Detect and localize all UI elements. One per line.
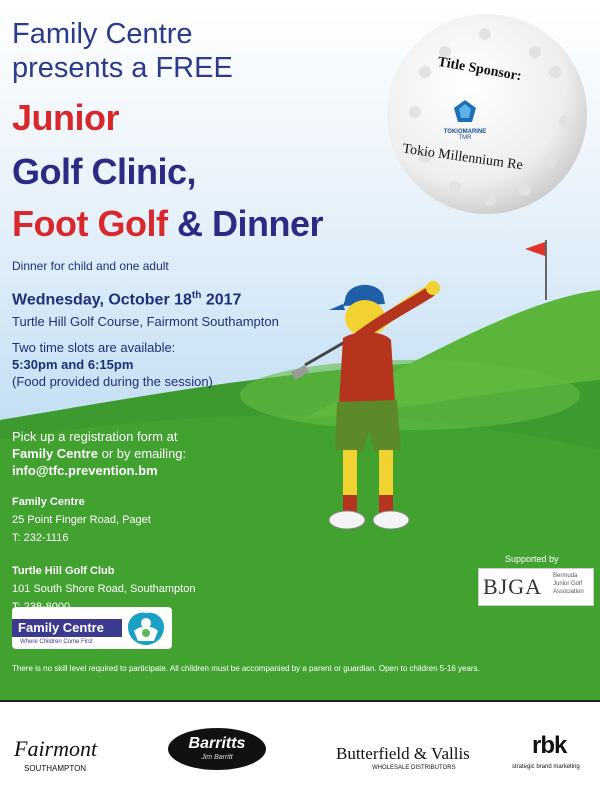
event-date-suffix: th xyxy=(191,290,202,301)
rbk-logo-sub: strategic brand marketing xyxy=(512,764,580,770)
event-date-main: Wednesday, October 18 xyxy=(12,291,192,309)
disclaimer-text: There is no skill level required to participate. All children must be accompanied by a parent or guardian. Open to children 5-16 years. xyxy=(12,664,480,673)
tmr-logo-line2: TMR xyxy=(458,135,472,141)
event-venue: Turtle Hill Golf Course, Fairmont Southampton xyxy=(12,314,279,329)
headline-line2: presents a FREE xyxy=(12,52,233,84)
family-figures-icon xyxy=(124,609,168,647)
fc-logo-name: Family Centre xyxy=(18,620,104,635)
tmr-logo-line1: TOKIOMARINE xyxy=(443,129,487,135)
bjga-fullname-line: Junior Golf xyxy=(553,581,583,587)
contact-name: Turtle Hill Golf Club xyxy=(12,565,115,577)
slots-intro: Two time slots are available: xyxy=(12,340,176,355)
bjga-logo-fullname xyxy=(553,572,584,596)
fairmont-logo-sub: SOUTHAMPTON xyxy=(24,764,87,773)
bjga-logo xyxy=(478,568,594,606)
barritts-logo xyxy=(168,728,266,770)
family-centre-logo xyxy=(12,607,172,649)
contact-address: 101 South Shore Road, Southampton xyxy=(12,583,196,595)
headline-golf-clinic: Golf Clinic, xyxy=(12,151,197,192)
footer-sponsors xyxy=(0,700,600,798)
contact-address: 25 Point Finger Road, Paget xyxy=(12,514,151,526)
sponsor-name: Tokio Millennium Re xyxy=(401,141,524,174)
barritts-logo-sub: Jim Barritt xyxy=(201,754,233,761)
contact-name: Family Centre xyxy=(12,496,85,508)
registration-family-centre: Family Centre xyxy=(12,446,98,461)
headline-amp: & xyxy=(176,203,203,244)
headline-dinner: Dinner xyxy=(211,203,323,244)
title-sponsor-label: Title Sponsor: xyxy=(436,54,523,85)
bjga-fullname-line: Association xyxy=(553,589,584,595)
headline-junior: Junior xyxy=(12,97,120,138)
supported-by-label: Supported by xyxy=(505,554,559,564)
bjga-fullname-line: Bermuda xyxy=(553,573,578,579)
barritts-logo-text: Barritts xyxy=(188,735,246,752)
registration-emailing: or by emailing: xyxy=(97,446,187,461)
rbk-logo: rbk xyxy=(532,732,567,759)
slot-times: 5:30pm and 6:15pm xyxy=(12,357,134,372)
junior-golfer-icon xyxy=(285,270,455,570)
butterfield-vallis-sub: WHOLESALE DISTRIBUTORS xyxy=(372,765,456,771)
headline-foot-golf-dinner xyxy=(12,204,323,244)
butterfield-vallis-logo: Butterfield & Vallis xyxy=(336,744,470,763)
headline-foot-golf: Foot Golf xyxy=(12,203,168,244)
tokio-marine-logo xyxy=(440,98,490,141)
food-note: (Food provided during the session) xyxy=(12,374,213,389)
bjga-logo-text: BJGA xyxy=(483,574,543,599)
registration-line1: Pick up a registration form at xyxy=(12,429,178,444)
golf-flag-icon xyxy=(520,240,560,300)
fairmont-logo: Fairmont xyxy=(14,736,98,761)
dinner-note: Dinner for child and one adult xyxy=(12,259,169,273)
tmr-logo-icon xyxy=(450,98,480,124)
fc-logo-tagline: Where Children Come First xyxy=(20,639,93,645)
headline-line1: Family Centre xyxy=(12,18,193,50)
event-date xyxy=(12,290,241,309)
contact-phone: T: 232-1116 xyxy=(12,532,69,544)
event-date-year: 2017 xyxy=(201,291,242,309)
registration-email-link[interactable]: info@tfc.prevention.bm xyxy=(12,463,158,478)
registration-line2 xyxy=(12,446,186,461)
